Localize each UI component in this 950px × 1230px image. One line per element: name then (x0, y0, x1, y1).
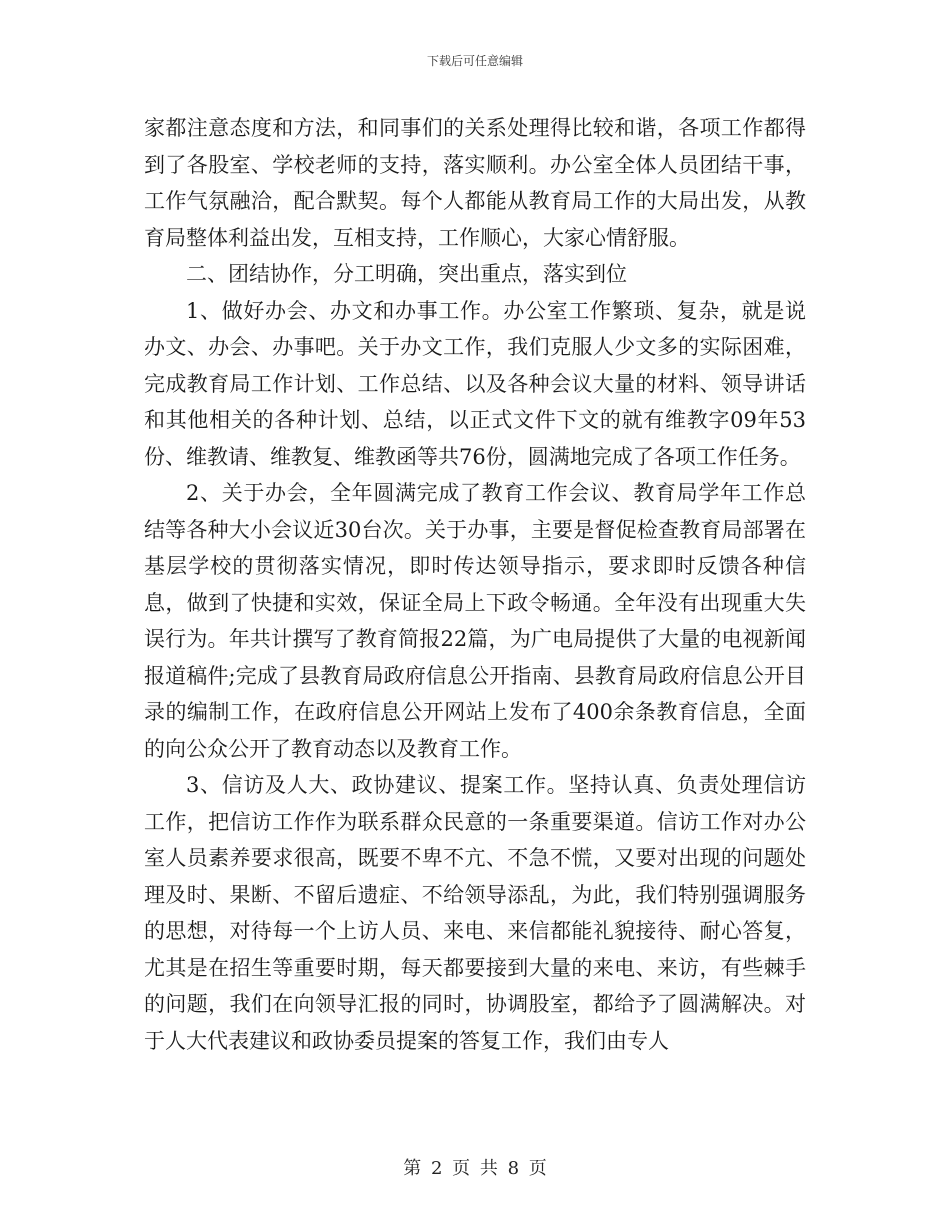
paragraph-item-3: 3、信访及人大、政协建议、提案工作。坚持认真、负责处理信访工作，把信访工作作为联系群众民意的一条重要渠道。信访工作对办公室人员素养要求很高，既要不卑不亢、不急不慌，又要对出现的问题处理及时、果断、不留后遗症、不给领导添乱，为此，我们特别强调服务的思想，对待每一个上访人员、来电、来信都能礼貌接待、耐心答复，尤其是在招生等重要时期，每天都要接到大量的来电、来访，有些棘手的问题，我们在向领导汇报的同时，协调股室，都给予了圆满解决。对于人大代表建议和政协委员提案的答复工作，我们由专人 (144, 773, 806, 1053)
paragraph-item-1: 1、做好办会、办文和办事工作。办公室工作繁琐、复杂，就是说办文、办会、办事吧。关于办文工作，我们克服人少文多的实际困难，完成教育局工作计划、工作总结、以及各种会议大量的材料、领导讲话和其他相关的各种计划、总结，以正式文件下文的就有维教字09年53份、维教请、维教复、维教函等共76份，圆满地完成了各项工作任务。 (144, 298, 806, 469)
page-number: 第 2 页 共 8 页 (403, 1158, 547, 1179)
paragraph-item-2: 2、关于办会，全年圆满完成了教育工作会议、教育局学年工作总结等各种大小会议近30台次。关于办事，主要是督促检查教育局部署在基层学校的贯彻落实情况，即时传达领导指示，要求即时反馈各种信息，做到了快捷和实效，保证全局上下政令畅通。全年没有出现重大失误行为。年共计撰写了教育简报22篇，为广电局提供了大量的电视新闻报道稿件;完成了县教育局政府信息公开指南、县教育局政府信息公开目录的编制工作，在政府信息公开网站上发布了400余条教育信息，全面的向公众公开了教育动态以及教育工作。 (144, 481, 806, 761)
document-body (144, 110, 806, 1059)
page-header-note: 下载后可任意编辑 (426, 54, 523, 68)
section-heading: 二、团结协作，分工明确，突出重点，落实到位 (186, 262, 627, 286)
paragraph-continuation: 家都注意态度和方法，和同事们的关系处理得比较和谐，各项工作都得到了各股室、学校老师的支持，落实顺利。办公室全体人员团结干事，工作气氛融洽，配合默契。每个人都能从教育局工作的大局出发，从教育局整体利益出发，互相支持，工作顺心，大家心情舒服。 (144, 116, 806, 250)
